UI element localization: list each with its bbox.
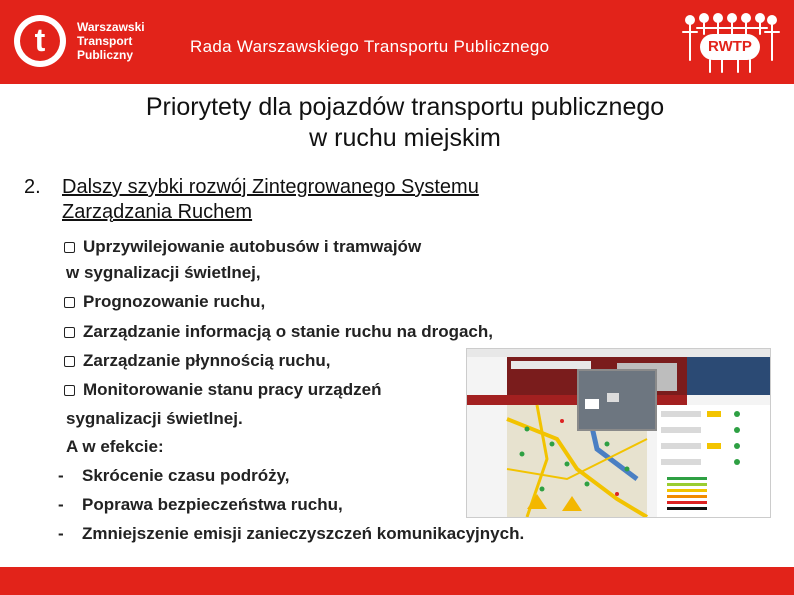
list-item: sygnalizacji świetlnej. [66, 409, 243, 428]
slide-title-line-2: w ruchu miejskim [309, 124, 501, 152]
logo-line-2: Transport [77, 34, 133, 48]
section-heading-line-1: Dalszy szybki rozwój Zintegrowanego Systemu [62, 176, 479, 198]
wtp-logo-icon: t [14, 15, 66, 67]
logo-line-3: Publiczny [77, 48, 134, 62]
traffic-system-screenshot-image [467, 349, 770, 517]
checkbox-bullet-icon [64, 356, 75, 367]
list-item: w sygnalizacji świetlnej, [66, 263, 261, 282]
list-item: A w efekcie: [66, 437, 164, 456]
list-item: Zarządzanie informacją o stanie ruchu na drogach, [64, 319, 493, 345]
footer-bar [0, 567, 794, 595]
traffic-system-screenshot [466, 348, 771, 518]
list-item: - Skrócenie czasu podróży, [58, 466, 290, 485]
rwtp-logo [680, 12, 780, 74]
list-item: Prognozowanie ruchu, [64, 289, 265, 315]
checkbox-bullet-icon [64, 242, 75, 253]
checkbox-bullet-icon [64, 297, 75, 308]
checkbox-bullet-icon [64, 385, 75, 396]
list-item: - Zmniejszenie emisji zanieczyszczeń komunikacyjnych. [58, 524, 525, 543]
slide-title-line-1: Priorytety dla pojazdów transportu publicznego [145, 93, 665, 121]
slide-title [0, 92, 794, 154]
checkbox-bullet-icon [64, 327, 75, 338]
list-item: Uprzywilejowanie autobusów i tramwajów [64, 234, 421, 260]
logo-line-1: Warszawski [77, 20, 145, 34]
header-bar [0, 0, 794, 84]
list-item: - Poprawa bezpieczeństwa ruchu, [58, 495, 343, 514]
list-item: Zarządzanie płynnością ruchu, [64, 348, 331, 374]
rwtp-badge: RWTP [700, 34, 760, 60]
header-title: Rada Warszawskiego Transportu Publicznego [190, 37, 550, 56]
section-number: 2. [24, 176, 41, 198]
list-item: Monitorowanie stanu pracy urządzeń [64, 377, 382, 403]
section-heading-line-2: Zarządzania Ruchem [62, 201, 253, 223]
wtp-logo-text [77, 20, 145, 62]
